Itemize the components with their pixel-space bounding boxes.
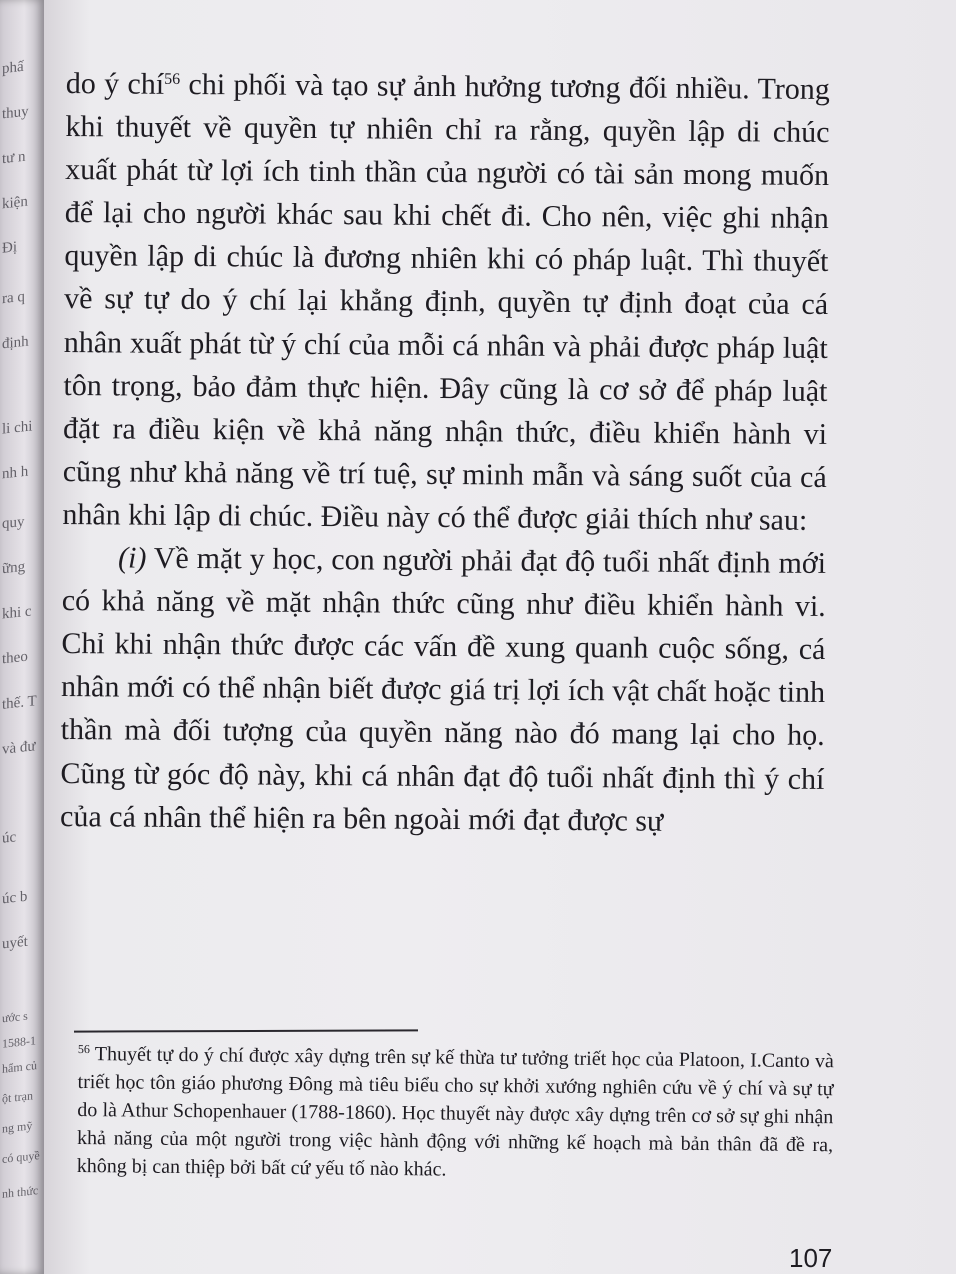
left-page-fragment: và đư xyxy=(2,738,36,758)
left-page-fragment: tư n xyxy=(2,148,26,168)
left-page-fragment: quy xyxy=(2,513,25,533)
left-page-fragment: úc xyxy=(2,829,17,847)
left-page-fragment: úc b xyxy=(2,888,28,908)
paragraph xyxy=(62,62,830,542)
list-marker: (i) xyxy=(117,541,147,575)
paragraph-text: do ý chí xyxy=(65,66,165,101)
left-page-fragment: hẩm củ xyxy=(2,1058,37,1076)
right-page xyxy=(44,0,956,1274)
left-page-fragment: theo xyxy=(2,648,28,668)
left-page-fragment: li chi xyxy=(2,418,33,438)
left-page-fragment: nh h xyxy=(2,463,29,483)
paragraph-text: chi phối và tạo sự ảnh hưởng tương đối nhiều. Trong khi thuyết về quyền tự nhiên chỉ ra rằng, quyền lập di chúc xuất phát từ lợi ích tinh thần của người có tài sản mong muốn để lại cho người khác sau khi chết đi. Cho nên, việc ghi nhận quyền lập di chúc là đương nhiên khi có pháp luật. Thì thuyết về sự tự do ý chí lại khẳng định, quyền tự định đoạt của cá nhân xuất phát từ ý chí của mỗi cá nhân và phải được pháp luật tôn trọng, bảo đảm thực hiện. Đây cũng là cơ sở để pháp luật đặt ra điều kiện về khả năng nhận thức, điều khiển hành vi cũng như khả năng về trí tuệ, sự minh mẫn và sáng suốt của cá nhân khi lập di chúc. Điều này có thể được giải thích như sau: xyxy=(62,67,830,537)
left-page-fragment: phấ xyxy=(2,58,24,78)
left-page-fragment: ững xyxy=(2,558,26,578)
left-page-fragment: định xyxy=(2,333,29,353)
paragraph xyxy=(60,536,826,844)
left-page-fragment: nh thức xyxy=(2,1183,39,1201)
footnote-divider xyxy=(74,1029,418,1032)
left-page-fragment: ước s xyxy=(2,1008,28,1026)
paragraph-text: Về mặt y học, con người phải đạt độ tuổi nhất định mới có khả năng về mặt nhận thức cũng như điều khiển hành vi. Chỉ khi nhận thức được các vấn đề xung quanh cuộc sống, cá nhân mới có thể nhận biết được giá trị lợi ích vật chất hoặc tinh thần mà đối tượng của quyền năng nào đó mang lại cho họ. Cũng từ góc độ này, khi cá nhân đạt độ tuổi nhất định thì ý chí của cá nhân thể hiện ra bên ngoài mới đạt được sự xyxy=(59,541,827,838)
left-page-fragment: khi c xyxy=(2,603,32,623)
left-page-fragment: uyết xyxy=(2,933,28,953)
body-text xyxy=(60,62,830,844)
left-page-edge xyxy=(0,0,44,1274)
left-page-fragment: kiện xyxy=(2,193,28,213)
left-page-fragment: 1588-1 xyxy=(2,1033,36,1051)
left-page-fragment: thuy xyxy=(2,103,29,123)
footnote xyxy=(77,1040,834,1187)
left-page-fragment: ột trạn xyxy=(2,1088,33,1106)
footnote-number: 56 xyxy=(77,1041,90,1057)
left-page-fragment: ng mỹ xyxy=(2,1118,33,1136)
left-page-fragment: thế. T xyxy=(2,693,37,713)
left-page-fragment: ra q xyxy=(2,288,25,308)
page-number: 107 xyxy=(789,1243,833,1273)
left-page-fragment: Đị xyxy=(2,239,17,257)
left-page-fragment: có quyề xyxy=(2,1148,40,1166)
footnote-reference[interactable]: 56 xyxy=(164,70,181,88)
footnote-text: Thuyết tự do ý chí được xây dựng trên sự kế thừa tư tưởng triết học của Platoon, I.Canto và triết học tôn giáo phương Đông mà tiêu biểu cho sự khởi xướng nghiên cứu về ý chí và sự tự do là Athur Schopenhauer (1788-1860). Học thuyết này được xây dựng trên cơ sở sự ghi nhận khả năng của một người trong việc hành động với những kế hoạch mà bản thân đã đề ra, không bị can thiệp bởi bất cứ yếu tố nào khác. xyxy=(76,1043,834,1181)
